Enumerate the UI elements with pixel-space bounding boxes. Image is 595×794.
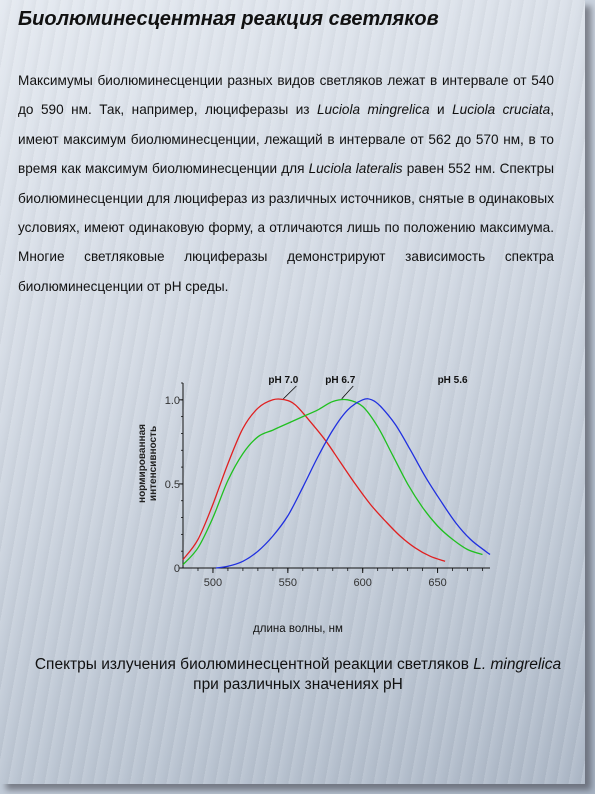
series-label: pH 6.7 bbox=[325, 375, 356, 386]
series-label: pH 5.6 bbox=[437, 375, 468, 386]
series-line-pH56 bbox=[216, 399, 490, 568]
species-name: Luciola cruciata bbox=[452, 102, 551, 118]
y-axis-label-line: нормированная bbox=[137, 424, 148, 503]
paragraph-text: равен 552 нм. Спектры биолюминесценции для люцифераз из различных источников, снятые в одинаковых условиях, имеют одинаковую форму, а отличаются лишь по положению максимума. Многие светляковые люциферазы демонстрируют зависимость спектра биолюминесценции от pH среды. bbox=[18, 161, 554, 294]
series-label-leader bbox=[283, 386, 296, 399]
x-tick-label: 550 bbox=[278, 577, 298, 589]
y-tick-label: 0.5 bbox=[164, 478, 180, 491]
caption-text-1: Спектры излучения биолюминесцентной реакции светляков bbox=[34, 656, 474, 673]
x-tick-label: 600 bbox=[353, 577, 372, 589]
y-axis-label-line: интенсивность bbox=[148, 425, 159, 502]
species-name: Luciola mingrelica bbox=[317, 102, 430, 118]
x-tick-label: 500 bbox=[203, 577, 223, 589]
chart-series bbox=[183, 375, 490, 568]
slide-title: Биолюминесцентная реакция светляков bbox=[18, 8, 439, 30]
paragraph-text: Максимумы биолюминесценции разных видов светляков лежат в интервале от 540 до 590 нм. Так, например, люциферазы из bbox=[18, 73, 554, 118]
series-label-leader bbox=[342, 386, 354, 399]
figure-caption bbox=[22, 655, 574, 695]
y-tick-label: 1.0 bbox=[164, 394, 180, 407]
caption-species: L. mingrelica bbox=[473, 656, 562, 673]
series-line-pH67 bbox=[183, 399, 483, 564]
series-label: pH 7.0 bbox=[268, 375, 299, 386]
x-tick-label: 650 bbox=[428, 577, 447, 589]
y-axis-label-group bbox=[137, 424, 159, 503]
paragraph-text: и bbox=[429, 102, 453, 118]
species-name: Luciola lateralis bbox=[308, 161, 403, 177]
caption-text-2: при различных значениях pH bbox=[193, 676, 403, 693]
chart-axes bbox=[165, 383, 490, 589]
x-axis-label: длина волны, нм bbox=[253, 623, 343, 635]
y-axis-label bbox=[137, 424, 159, 503]
paragraph-text: , имеют максимум биолюминесценции, лежащий в интервале от 562 до 570 нм, в то время как максимум биолюминесценции для bbox=[18, 102, 555, 177]
y-tick-label: 0 bbox=[173, 563, 180, 575]
